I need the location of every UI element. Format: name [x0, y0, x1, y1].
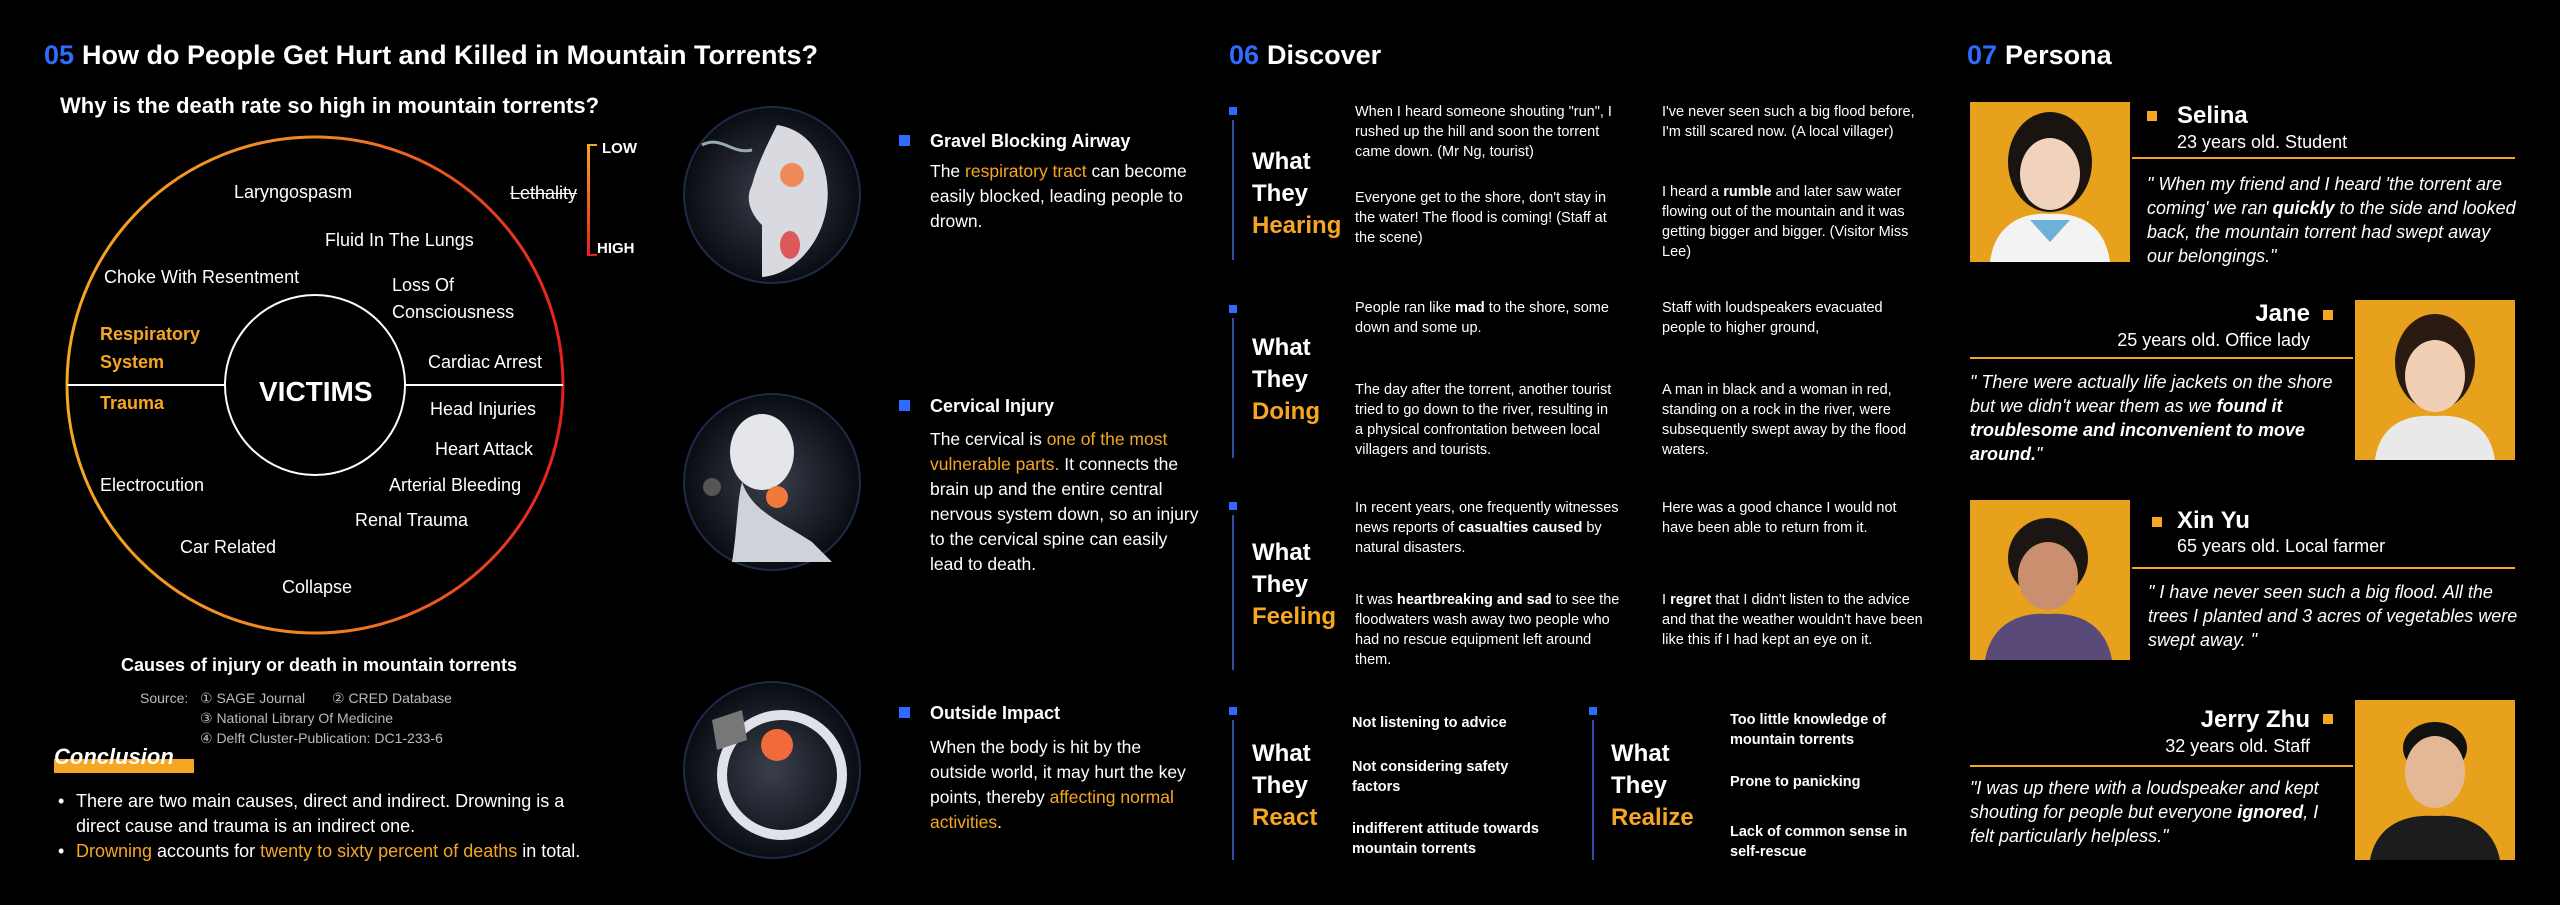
persona-marker — [2152, 517, 2162, 527]
injury-3-text-b: . — [997, 812, 1002, 832]
heading-verb: Hearing — [1252, 212, 1342, 239]
q-a: I heard a — [1662, 184, 1724, 200]
lethality-high-label: HIGH — [597, 240, 635, 257]
cause-car: Car Related — [180, 537, 277, 557]
persona-xinyu-desc: 65 years old. Local farmer — [2177, 536, 2386, 556]
category-trauma: Trauma — [100, 393, 165, 413]
quote-bold: found it troublesome and inconvenient to move around. — [1970, 396, 2306, 464]
source-4: ④ Delft Cluster-Publication: DC1-233-6 — [200, 730, 443, 746]
q-a: People ran like — [1355, 300, 1455, 316]
injury-1-highlight: respiratory tract — [965, 161, 1087, 181]
persona-selina-name: Selina — [2177, 102, 2248, 129]
lethality-bar — [587, 144, 590, 256]
heading-verb: Realize — [1611, 804, 1694, 831]
heading-they: They — [1252, 366, 1309, 393]
react-line — [1232, 720, 1234, 860]
q-bold: casualties caused — [1458, 520, 1583, 536]
cause-choke: Choke With Resentment — [104, 267, 300, 287]
heading-they: They — [1252, 772, 1309, 799]
feeling-marker — [1229, 502, 1237, 510]
injury-2-text-a: The cervical is — [930, 429, 1047, 449]
react-item-1: Not listening to advice — [1352, 715, 1507, 731]
lethality-tick-high — [587, 254, 597, 256]
heading-verb: Feeling — [1252, 603, 1337, 630]
section-number: 05 — [44, 40, 75, 70]
injury-2-text-b: It connects the brain up and the entire central nervous system down, so an injury to the cervical spine can easily lead to death. — [930, 454, 1199, 574]
section-number: 07 — [1967, 40, 1998, 70]
persona-underline — [2132, 157, 2515, 159]
injury-1-text-a: The — [930, 161, 966, 181]
section-05-title — [44, 40, 818, 71]
conclusion-bullet-1 — [58, 789, 598, 839]
persona-selina-desc: 23 years old. Student — [2177, 132, 2348, 152]
injury-2-bullet — [899, 400, 910, 411]
q-c: to see the floodwaters wash away two people who had no rescue equipment left around them. — [1355, 592, 1620, 668]
realize-marker — [1589, 707, 1597, 715]
realize-item-2: Prone to panicking — [1730, 774, 1861, 790]
cause-electrocution: Electrocution — [100, 475, 205, 495]
hearing-quote-1: When I heard someone shouting "run", I rushed up the hill and soon the torrent came down. (Mr Ng, tourist) — [1355, 104, 1612, 160]
quote-bold: quickly — [2272, 198, 2335, 218]
q-c: and later saw water flowing out of the mountain and it was getting bigger and bigger. (Visitor Miss Lee) — [1662, 184, 1909, 260]
persona-jane-name: Jane — [2255, 300, 2310, 327]
source-3: ③ National Library Of Medicine — [200, 710, 394, 726]
source-1: ① SAGE Journal — [200, 690, 306, 706]
persona-xinyu-photo — [1970, 500, 2130, 660]
feeling-quote-1 — [1355, 498, 1620, 558]
persona-jerry-quote — [1970, 776, 2340, 848]
injury-1-title: Gravel Blocking Airway — [930, 131, 1131, 151]
victims-center-label: VICTIMS — [259, 376, 373, 407]
heading-they: They — [1252, 180, 1309, 207]
quote-a: " I have never seen such a big flood. All the trees I planted and 3 acres of vegetables were swept away. " — [2148, 582, 2518, 650]
react-marker — [1229, 707, 1237, 715]
avatar — [2355, 700, 2515, 860]
diagram-caption: Causes of injury or death in mountain torrents — [121, 655, 518, 675]
percent-highlight: twenty to sixty percent of deaths — [260, 841, 518, 861]
hearing-line — [1232, 120, 1234, 260]
cause-loss-2: Consciousness — [392, 302, 515, 322]
injury-2-text — [930, 427, 1200, 577]
injury-3-highlight: affecting normal activities — [930, 787, 1174, 832]
heading-verb: React — [1252, 804, 1318, 831]
conclusion-bullet-1-text: There are two main causes, direct and indirect. Drowning is a direct cause and trauma is an indirect one. — [76, 791, 565, 836]
injury-3-text — [930, 735, 1190, 835]
group-realize-heading — [1611, 738, 1694, 834]
react-item-2: Not considering safety factors — [1352, 759, 1509, 795]
hearing-quote-4 — [1662, 182, 1932, 262]
avatar — [2355, 300, 2515, 460]
cause-collapse: Collapse — [282, 577, 353, 597]
hearing-quote-3: Everyone get to the shore, don't stay in the water! The flood is coming! (Staff at the scene) — [1355, 190, 1607, 246]
injury-2-title: Cervical Injury — [930, 396, 1055, 416]
persona-marker — [2323, 714, 2333, 724]
section-number: 06 — [1229, 40, 1260, 70]
quote-a: " There were actually life jackets on the shore but we didn't wear them as we — [1970, 372, 2333, 416]
cause-fluid-in-lungs: Fluid In The Lungs — [325, 230, 474, 250]
group-feeling-heading — [1252, 537, 1336, 633]
persona-marker — [2147, 111, 2157, 121]
hearing-marker — [1229, 107, 1237, 115]
injury-1-bullet — [899, 135, 910, 146]
avatar — [1970, 102, 2130, 262]
q-c: that I didn't listen to the advice and that the weather wouldn't have been like this if I had kept an eye on it. — [1662, 592, 1923, 648]
feeling-quote-2: Here was a good chance I would not have been able to return from it. — [1662, 500, 1897, 536]
persona-underline — [1970, 357, 2353, 359]
feeling-line — [1232, 515, 1234, 670]
persona-jane-quote — [1970, 370, 2340, 466]
realize-item-1: Too little knowledge of mountain torrents — [1730, 712, 1887, 748]
doing-marker — [1229, 305, 1237, 313]
feeling-quote-3 — [1355, 590, 1625, 670]
doing-quote-4: A man in black and a woman in red, standing on a rock in the river, were subsequently swept away by the flood waters. — [1662, 382, 1907, 458]
persona-selina-photo — [1970, 102, 2130, 262]
persona-marker — [2323, 310, 2333, 320]
category-respiratory-1: Respiratory — [100, 324, 201, 344]
injury-3-title: Outside Impact — [930, 703, 1061, 723]
death-rate-question: Why is the death rate so high in mountain torrents? — [60, 93, 600, 118]
category-respiratory-2: System — [100, 352, 165, 372]
conclusion-bullet-2-text — [76, 839, 580, 864]
persona-jane-desc: 25 years old. Office lady — [2117, 330, 2310, 350]
drowning-highlight: Drowning — [76, 841, 153, 861]
bullet-2-mid: accounts for — [152, 841, 261, 861]
bullet-dot: • — [58, 791, 65, 811]
persona-xinyu-name: Xin Yu — [2177, 507, 2250, 534]
cervical-illustration — [682, 392, 862, 572]
q-a: I — [1662, 592, 1671, 608]
group-doing-heading — [1252, 332, 1320, 428]
injury-3-bullet — [899, 707, 910, 718]
heading-what: What — [1252, 740, 1311, 767]
airway-illustration — [682, 105, 862, 285]
quote-b: " — [2036, 444, 2043, 464]
cause-loss-1: Loss Of — [392, 275, 455, 295]
section-title-text: Persona — [2005, 40, 2112, 70]
quote-b: to the side and looked back, the mountain torrent had swept away our belongings." — [2147, 198, 2516, 266]
quote-bold: ignored — [2237, 802, 2304, 822]
persona-jane-photo — [2355, 300, 2515, 460]
cause-head: Head Injuries — [430, 399, 537, 419]
quote-a: " When my friend and I heard 'the torrent are coming' we ran — [2147, 174, 2503, 218]
source-2: ② CRED Database — [332, 690, 452, 706]
q-bold: rumble — [1723, 184, 1772, 200]
persona-xinyu-quote — [2148, 580, 2518, 652]
q-a: In recent years, one frequently witnesses news reports of — [1355, 500, 1619, 536]
q-bold: regret — [1670, 592, 1712, 608]
cause-heart-attack: Heart Attack — [435, 439, 534, 459]
persona-selina-quote — [2147, 172, 2517, 268]
impact-illustration — [682, 680, 862, 860]
realize-item-3: Lack of common sense in self-rescue — [1730, 824, 1908, 860]
heading-what: What — [1252, 148, 1311, 175]
cause-arterial: Arterial Bleeding — [389, 475, 522, 495]
doing-line — [1232, 318, 1234, 458]
injury-3-text-a: When the body is hit by the outside world, it may hurt the key points, thereby — [930, 737, 1186, 807]
doing-quote-2: Staff with loudspeakers evacuated people to higher ground, — [1662, 300, 1883, 336]
section-title-text: Discover — [1267, 40, 1382, 70]
q-bold: mad — [1454, 300, 1485, 316]
avatar — [1970, 500, 2130, 660]
persona-jerry-photo — [2355, 700, 2515, 860]
section-title-text: How do People Get Hurt and Killed in Mountain Torrents? — [82, 40, 819, 70]
source-label: Source: — [140, 690, 189, 706]
react-item-3: indifferent attitude towards mountain torrents — [1352, 821, 1539, 857]
quote-a: "I was up there with a loudspeaker and kept shouting for people but everyone — [1970, 778, 2319, 822]
q-c: by natural disasters. — [1355, 520, 1602, 556]
quote-b: , I felt particularly helpless." — [1970, 802, 2319, 846]
heading-they: They — [1252, 571, 1309, 598]
doing-quote-3: The day after the torrent, another tourist tried to go down to the river, resulting in a physical confrontation between local villagers and tourists. — [1355, 382, 1612, 458]
heading-what: What — [1252, 539, 1311, 566]
heading-what: What — [1611, 740, 1670, 767]
doing-quote-1 — [1355, 298, 1615, 338]
group-react-heading — [1252, 738, 1317, 834]
q-bold: heartbreaking and sad — [1396, 592, 1552, 608]
conclusion-bullet-2 — [58, 839, 618, 864]
injury-1-text-b: can become easily blocked, leading people to drown. — [930, 161, 1187, 231]
bullet-dot: • — [58, 841, 65, 861]
persona-underline — [1970, 765, 2353, 767]
persona-underline — [2132, 567, 2515, 569]
q-a: It was — [1355, 592, 1397, 608]
group-hearing-heading — [1252, 146, 1341, 242]
heading-they: They — [1611, 772, 1668, 799]
injury-2-highlight: one of the most vulnerable parts. — [930, 429, 1168, 474]
persona-jerry-name: Jerry Zhu — [2200, 706, 2310, 733]
q-c: to the shore, some down and some up. — [1355, 300, 1609, 336]
heading-verb: Doing — [1252, 398, 1320, 425]
cause-cardiac: Cardiac Arrest — [428, 352, 543, 372]
lethality-tick-low — [587, 144, 597, 146]
lethality-label: Lethality — [510, 183, 578, 203]
injury-1-text — [930, 159, 1200, 234]
lethality-low-label: LOW — [602, 140, 637, 157]
cause-laryngospasm: Laryngospasm — [234, 182, 353, 202]
feeling-quote-4 — [1662, 590, 1932, 650]
bullet-2-end: in total. — [517, 841, 581, 861]
realize-line — [1592, 720, 1594, 860]
section-06-title — [1229, 40, 1381, 71]
conclusion-title: Conclusion — [54, 744, 174, 769]
section-07-title — [1967, 40, 2112, 71]
heading-what: What — [1252, 334, 1311, 361]
cause-renal: Renal Trauma — [355, 510, 469, 530]
persona-jerry-desc: 32 years old. Staff — [2165, 736, 2310, 756]
hearing-quote-2: I've never seen such a big flood before, I'm still scared now. (A local villager) — [1662, 104, 1915, 140]
